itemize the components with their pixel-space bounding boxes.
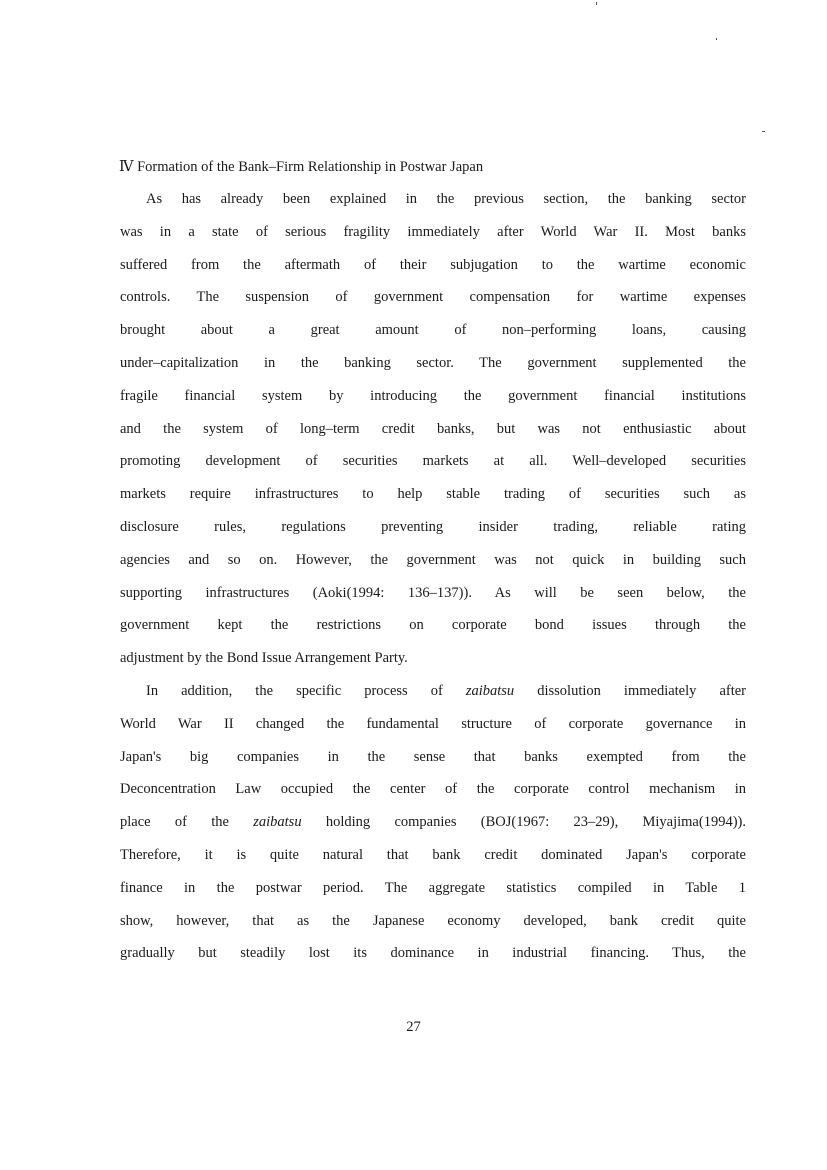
text-line: brought about a great amount of non–performing loans, causing xyxy=(120,322,746,338)
page-number: 27 xyxy=(406,1019,421,1035)
text-line: and the system of long–term credit banks, but was not enthusiastic about xyxy=(120,421,746,437)
text-line: Japan's big companies in the sense that banks exempted from the xyxy=(120,749,746,765)
scan-speck xyxy=(762,131,765,132)
text-line: disclosure rules, regulations preventing insider trading, reliable rating xyxy=(120,519,746,535)
scan-speck xyxy=(596,2,597,5)
text-line: In addition, the specific process of zaibatsu dissolution immediately after xyxy=(146,683,746,699)
text-line: World War II changed the fundamental structure of corporate governance in xyxy=(120,716,746,732)
text-line: gradually but steadily lost its dominance in industrial financing. Thus, the xyxy=(120,945,746,961)
italic-term: zaibatsu xyxy=(465,683,515,699)
text-line: markets require infrastructures to help stable trading of securities such as xyxy=(120,486,746,502)
text-line: show, however, that as the Japanese economy developed, bank credit quite xyxy=(120,913,746,929)
text-line: supporting infrastructures (Aoki(1994: 136–137)). As will be seen below, the xyxy=(120,585,746,601)
text-line: place of the zaibatsu holding companies (BOJ(1967: 23–29), Miyajima(1994)). xyxy=(120,814,746,830)
text-line: promoting development of securities markets at all. Well–developed securities xyxy=(120,453,746,469)
text-line: controls. The suspension of government compensation for wartime expenses xyxy=(120,289,746,305)
text-line: As has already been explained in the previous section, the banking sector xyxy=(146,191,746,207)
scan-speck xyxy=(716,38,717,40)
text-line: was in a state of serious fragility immediately after World War II. Most banks xyxy=(120,224,746,240)
text-line: fragile financial system by introducing the government financial institutions xyxy=(120,388,746,404)
text-line: under–capitalization in the banking sector. The government supplemented the xyxy=(120,355,746,371)
text-line: government kept the restrictions on corporate bond issues through the xyxy=(120,617,746,633)
text-line: agencies and so on. However, the government was not quick in building such xyxy=(120,552,746,568)
text-line: Therefore, it is quite natural that bank credit dominated Japan's corporate xyxy=(120,847,746,863)
text-line: Deconcentration Law occupied the center of the corporate control mechanism in xyxy=(120,781,746,797)
italic-term: zaibatsu xyxy=(253,814,302,830)
text-line: adjustment by the Bond Issue Arrangement Party. xyxy=(120,650,408,666)
text-line: suffered from the aftermath of their subjugation to the wartime economic xyxy=(120,257,746,273)
section-heading: Ⅳ Formation of the Bank–Firm Relationship in Postwar Japan xyxy=(119,159,484,175)
text-line: finance in the postwar period. The aggregate statistics compiled in Table 1 xyxy=(120,880,746,896)
